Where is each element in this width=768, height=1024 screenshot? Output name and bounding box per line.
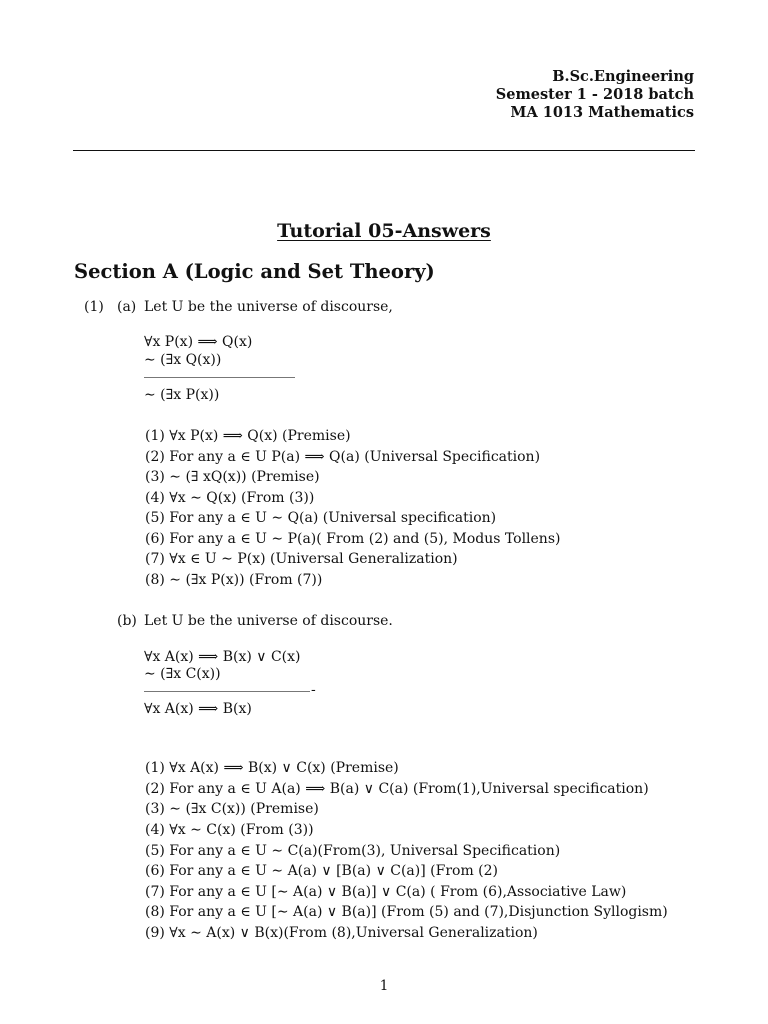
- part-a-argument-rule: [144, 377, 295, 378]
- part-a-step: (7) ∀x ∈ U ∼ P(x) (Universal Generalization): [145, 551, 458, 567]
- part-b-step: (3) ∼ (∃x C(x)) (Premise): [145, 801, 319, 817]
- header-course: MA 1013 Mathematics: [510, 104, 694, 121]
- part-a-label: (a): [117, 299, 137, 315]
- part-b-step: (2) For any a ∈ U A(a) ⟹ B(a) ∨ C(a) (From(1),Universal specification): [145, 781, 649, 797]
- part-b-step: (1) ∀x A(x) ⟹ B(x) ∨ C(x) (Premise): [145, 760, 399, 776]
- part-b-conclusion: ∀x A(x) ⟹ B(x): [144, 701, 252, 717]
- part-a-step: (2) For any a ∈ U P(a) ⟹ Q(a) (Universal Specification): [145, 449, 541, 465]
- part-b-step: (9) ∀x ∼ A(x) ∨ B(x)(From (8),Universal Generalization): [145, 925, 538, 941]
- part-a-step: (1) ∀x P(x) ⟹ Q(x) (Premise): [145, 428, 351, 444]
- part-b-label: (b): [117, 613, 137, 629]
- part-b-premise: ∼ (∃x C(x)): [144, 666, 221, 682]
- document-title: Tutorial 05-Answers: [277, 220, 491, 242]
- header-degree: B.Sc.Engineering: [552, 68, 694, 85]
- part-b-step: (6) For any a ∈ U ∼ A(a) ∨ [B(a) ∨ C(a)] (From (2): [145, 863, 499, 879]
- part-a-step: (3) ∼ (∃ xQ(x)) (Premise): [145, 469, 320, 485]
- part-a-premise: ∀x P(x) ⟹ Q(x): [144, 334, 253, 350]
- section-heading: Section A (Logic and Set Theory): [74, 260, 435, 283]
- part-b-step: (4) ∀x ∼ C(x) (From (3)): [145, 822, 314, 838]
- part-a-step: (8) ∼ (∃x P(x)) (From (7)): [145, 572, 323, 588]
- part-a-step: (6) For any a ∈ U ∼ P(a)( From (2) and (5), Modus Tollens): [145, 531, 561, 547]
- part-b-intro: Let U be the universe of discourse.: [144, 613, 393, 629]
- part-b-step: (8) For any a ∈ U [∼ A(a) ∨ B(a)] (From (5) and (7),Disjunction Syllogism): [145, 904, 668, 920]
- part-b-step: (5) For any a ∈ U ∼ C(a)(From(3), Universal Specification): [145, 843, 561, 859]
- header-divider: [73, 150, 695, 151]
- part-a-step: (5) For any a ∈ U ∼ Q(a) (Universal specification): [145, 510, 497, 526]
- part-a-conclusion: ∼ (∃x P(x)): [144, 387, 220, 403]
- part-b-argument-rule: [144, 691, 310, 692]
- part-a-premise: ∼ (∃x Q(x)): [144, 352, 222, 368]
- part-b-premise: ∀x A(x) ⟹ B(x) ∨ C(x): [144, 649, 301, 665]
- page-number: 1: [379, 978, 389, 994]
- part-a-intro: Let U be the universe of discourse,: [144, 299, 393, 315]
- part-b-rule-tail: -: [311, 682, 316, 698]
- header-semester: Semester 1 - 2018 batch: [495, 86, 694, 103]
- part-b-step: (7) For any a ∈ U [∼ A(a) ∨ B(a)] ∨ C(a) ( From (6),Associative Law): [145, 884, 627, 900]
- document-header: [496, 68, 694, 122]
- question-number: (1): [84, 299, 104, 315]
- part-a-step: (4) ∀x ∼ Q(x) (From (3)): [145, 490, 315, 506]
